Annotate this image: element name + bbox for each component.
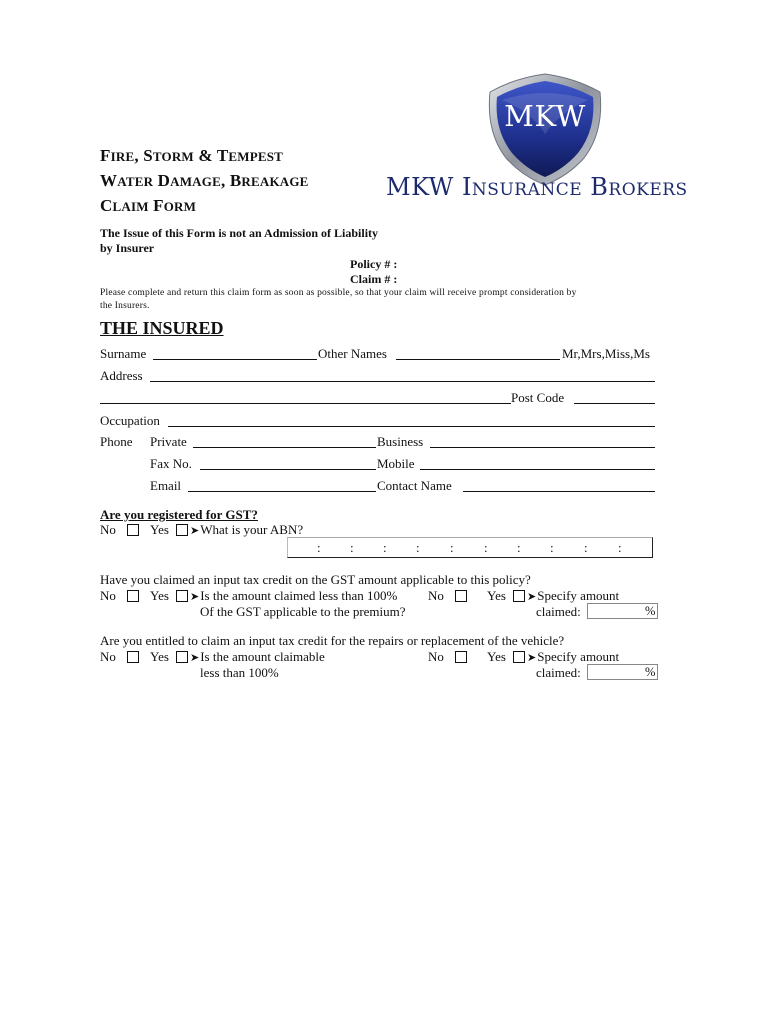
repairs-claimed-label: claimed: [536,665,581,680]
repairs-specify [527,649,619,665]
tax-credit-question: Have you claimed an input tax credit on the GST amount applicable to this policy? [100,572,531,587]
arrow-icon: ➤ [527,651,537,664]
abn-separator-10: : [618,540,622,555]
post-code-label: Post Code [511,390,565,405]
repairs-yes2-checkbox[interactable] [513,651,525,663]
private-phone-field[interactable] [193,447,376,448]
repairs-yes-checkbox[interactable] [176,651,188,663]
abn-separator-4: : [416,540,420,555]
abn-separator-2: : [350,540,354,555]
contact-name-field[interactable] [463,491,655,492]
abn-question-text: What is your ABN? [200,522,304,537]
business-phone-field[interactable] [430,447,655,448]
contact-name-label: Contact Name [377,478,452,493]
repairs-no2-label: No [428,649,444,664]
tax-credit-less-text: Is the amount claimed less than 100% [200,588,398,603]
abn-question [190,522,303,538]
fax-label: Fax No. [150,456,192,471]
tax-credit-yes2-checkbox[interactable] [513,590,525,602]
tax-credit-no-label: No [100,588,116,603]
repairs-no-label: No [100,649,116,664]
arrow-icon: ➤ [527,590,537,603]
tax-credit-percent-sign: % [645,604,656,618]
abn-separator-8: : [550,540,554,555]
repairs-no2-checkbox[interactable] [455,651,467,663]
arrow-icon: ➤ [190,590,200,603]
other-names-field[interactable] [396,359,560,360]
claim-number-label: Claim # : [350,272,398,286]
brand-name: MKW Insurance Brokers [386,173,688,201]
fax-field[interactable] [200,469,376,470]
abn-separator-7: : [517,540,521,555]
instructions-line-1: Please complete and return this claim form as soon as possible, so that your claim will receive prompt consideration by [100,288,577,298]
private-phone-label: Private [150,434,187,449]
abn-input-box[interactable] [287,537,653,558]
title-line-1: FIRE, STORM & TEMPEST [100,146,284,165]
repairs-no-checkbox[interactable] [127,651,139,663]
occupation-label: Occupation [100,413,160,428]
occupation-field[interactable] [168,426,655,427]
repairs-claimable-question [190,649,325,665]
tax-credit-yes-label: Yes [150,588,169,603]
form-title [100,144,309,219]
tax-credit-no2-checkbox[interactable] [455,590,467,602]
email-label: Email [150,478,182,493]
repairs-yes-label: Yes [150,649,169,664]
title-line-3: CLAIM FORM [100,196,197,215]
arrow-icon: ➤ [190,651,200,664]
repairs-percent-sign: % [645,665,656,679]
tax-credit-specify [527,588,619,604]
gst-no-label: No [100,522,116,537]
instructions [100,287,577,313]
abn-separator-5: : [450,540,454,555]
notice-line-1: The Issue of this Form is not an Admission of Liability [100,226,379,240]
logo-badge-text: MKW [504,99,586,133]
tax-credit-yes2-label: Yes [487,588,506,603]
tax-credit-less-question [190,588,397,604]
repairs-yes2-label: Yes [487,649,506,664]
surname-field[interactable] [153,359,317,360]
tax-credit-specify-text: Specify amount [537,588,620,603]
arrow-icon: ➤ [190,524,200,537]
email-field[interactable] [188,491,376,492]
tax-credit-no2-label: No [428,588,444,603]
gst-no-checkbox[interactable] [127,524,139,536]
address-field-1[interactable] [150,381,655,382]
tax-credit-no-checkbox[interactable] [127,590,139,602]
address-field-2[interactable] [100,403,511,404]
tax-credit-claimed-label: claimed: [536,604,581,619]
policy-number-label: Policy # : [350,257,398,271]
gst-heading: Are you registered for GST? [100,507,258,522]
repairs-less-than: less than 100% [200,665,279,680]
abn-separator-1: : [317,540,321,555]
notice-line-2: by Insurer [100,241,155,255]
post-code-field[interactable] [574,403,655,404]
company-logo [480,72,610,187]
abn-separator-3: : [383,540,387,555]
gst-yes-label: Yes [150,522,169,537]
title-line-2: WATER DAMAGE, BREAKAGE [100,171,309,190]
tax-credit-yes-checkbox[interactable] [176,590,188,602]
abn-separator-6: : [484,540,488,555]
mobile-field[interactable] [420,469,655,470]
business-phone-label: Business [377,434,424,449]
liability-notice [100,226,378,256]
gst-yes-checkbox[interactable] [176,524,188,536]
repairs-claimable-text: Is the amount claimable [200,649,325,664]
phone-label: Phone [100,434,133,449]
mobile-label: Mobile [377,456,415,471]
address-label: Address [100,368,143,383]
section-heading-insured: THE INSURED [100,318,224,338]
tax-credit-of-gst: Of the GST applicable to the premium? [200,604,406,619]
repairs-question: Are you entitled to claim an input tax credit for the repairs or replacement of the vehicle? [100,633,565,648]
title-options-label: Mr,Mrs,Miss,Ms [562,346,650,361]
abn-separator-9: : [584,540,588,555]
surname-label: Surname [100,346,147,361]
instructions-line-2: the Insurers. [100,301,150,311]
other-names-label: Other Names [318,346,387,361]
repairs-specify-text: Specify amount [537,649,620,664]
